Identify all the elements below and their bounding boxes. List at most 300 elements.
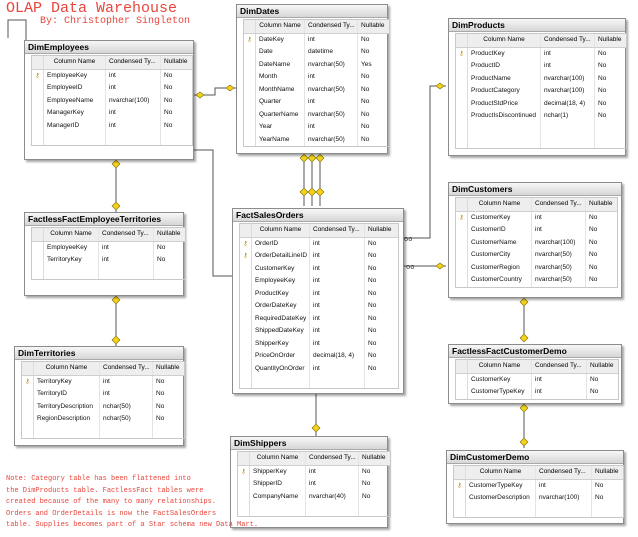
table-row[interactable] [240, 275, 398, 288]
table-row[interactable] [454, 480, 623, 493]
table-row[interactable] [240, 238, 398, 251]
nullable-cell: No [598, 49, 607, 57]
table-row[interactable] [32, 82, 192, 95]
empty-cell [365, 375, 397, 388]
row-selector [456, 274, 468, 287]
primary-key-icon: ⚷ [238, 466, 250, 479]
column-name-cell: TerritoryKey [44, 254, 99, 267]
table-row[interactable] [32, 120, 192, 133]
column-name-cell: ShipperKey [250, 466, 306, 479]
nullable-cell: No [361, 73, 370, 80]
many-end-marker: oo [406, 264, 415, 272]
header-column-name: Column Name [250, 452, 306, 465]
header-column-name: Column Name [44, 56, 106, 69]
note-line: the DimProducts table. FactlessFact tables were [6, 486, 204, 495]
empty-row [32, 132, 192, 145]
employees-fact-line [194, 150, 232, 276]
column-name-cell: MonthName [256, 84, 305, 97]
table-row[interactable] [244, 46, 389, 59]
table-row[interactable] [240, 313, 398, 326]
empty-cell [541, 123, 595, 136]
empty-cell [250, 503, 306, 516]
column-name-cell: TerritoryDescription [34, 401, 100, 414]
data-type-cell: int [99, 242, 154, 255]
nullable-cell: No [361, 98, 370, 105]
column-name-cell: CustomerCountry [468, 274, 532, 287]
key-end-marker [112, 160, 120, 168]
key-end-marker [520, 404, 528, 412]
data-type-cell: int [305, 121, 358, 134]
row-selector [244, 109, 256, 122]
column-name-cell: Year [256, 121, 305, 134]
key-end-marker [300, 154, 308, 162]
column-name-cell: OrderID [252, 238, 310, 251]
column-name-cell: ManagerID [44, 120, 106, 133]
nullable-cell: No [368, 364, 377, 372]
table-row[interactable] [244, 109, 389, 122]
empty-cell [252, 375, 310, 388]
column-name-cell: PriceOnOrder [252, 350, 310, 363]
dim-customer-demo-table[interactable] [446, 450, 624, 524]
nullable-cell: No [368, 252, 377, 259]
data-type-cell: nvarchar(50) [532, 249, 586, 262]
header-condensed-type: Condensed Ty... [310, 224, 365, 237]
data-type-cell: nvarchar(50) [305, 59, 358, 72]
table-row[interactable] [244, 59, 389, 72]
data-type-cell: int [541, 60, 595, 73]
key-end-marker [316, 154, 324, 162]
key-end-marker [312, 424, 320, 432]
table-name: FactSalesOrders [233, 209, 403, 222]
key-end-marker [112, 202, 120, 210]
nullable-cell: No [598, 62, 607, 69]
row-selector [32, 95, 44, 108]
header-column-name: Column Name [468, 34, 541, 47]
column-name-cell: ProductStdPrice [468, 98, 541, 111]
data-type-cell: int [536, 480, 592, 493]
table-name: DimCustomerDemo [447, 451, 623, 464]
data-type-cell: nvarchar(100) [532, 237, 586, 250]
data-type-cell: int [532, 386, 587, 399]
nullable-cell: No [368, 339, 377, 347]
diagram-title: OLAP Data Warehouse [6, 0, 178, 17]
column-name-cell: QuarterName [256, 109, 305, 122]
row-selector [22, 388, 34, 401]
column-grid [243, 19, 390, 147]
data-type-cell: int [310, 313, 365, 326]
empty-cell [44, 267, 99, 280]
nullable-cell: No [362, 480, 371, 487]
column-name-cell: CompanyName [250, 491, 306, 504]
row-selector [456, 85, 468, 98]
empty-cell [161, 132, 191, 145]
column-name-cell: Month [256, 71, 305, 84]
table-row[interactable] [454, 492, 623, 505]
primary-key-icon: ⚷ [244, 34, 256, 47]
data-type-cell: datetime [305, 46, 358, 59]
table-row[interactable] [244, 96, 389, 109]
empty-cell [456, 123, 468, 136]
table-name: DimCustomers [449, 183, 621, 196]
table-row[interactable] [456, 48, 626, 61]
empty-cell [240, 375, 252, 388]
header-nullable: Nullable [156, 364, 180, 371]
dim-employees-table[interactable] [24, 40, 194, 160]
nullable-cell: No [361, 110, 370, 118]
row-selector [240, 325, 252, 338]
empty-cell [22, 426, 34, 439]
data-type-cell: int [106, 70, 161, 83]
column-name-cell: CustomerTypeKey [466, 480, 536, 493]
table-row[interactable] [456, 374, 618, 387]
column-name-cell: ProductName [468, 73, 541, 86]
table-row[interactable] [238, 491, 390, 504]
empty-cell [468, 123, 541, 136]
dim-dates-table[interactable] [236, 4, 388, 154]
design-note [6, 474, 259, 532]
grid-header-row [456, 198, 617, 212]
table-row[interactable] [456, 249, 617, 262]
data-type-cell: nvarchar(50) [532, 262, 586, 275]
nullable-cell: No [595, 494, 604, 501]
column-name-cell: CustomerRegion [468, 262, 532, 275]
header-condensed-type: Condensed Ty... [100, 362, 153, 375]
key-end-marker [112, 336, 120, 344]
row-selector [456, 237, 468, 250]
column-name-cell: CustomerName [468, 237, 532, 250]
dim-territories-table[interactable] [14, 346, 184, 446]
column-name-cell: Date [256, 46, 305, 59]
empty-cell [310, 375, 365, 388]
table-row[interactable] [32, 70, 192, 83]
header-condensed-type: Condensed Ty... [305, 20, 358, 33]
row-selector [240, 300, 252, 313]
note-line: Note: Category table has been flattened into [6, 475, 191, 483]
column-name-cell: EmployeeID [44, 82, 106, 95]
column-name-cell: ProductCategory [468, 85, 541, 98]
table-row[interactable] [244, 84, 389, 97]
row-selector [240, 363, 252, 376]
table-row[interactable] [240, 288, 398, 301]
nullable-cell: No [362, 467, 371, 475]
row-selector [240, 313, 252, 326]
key-end-marker [436, 263, 444, 269]
table-row[interactable] [456, 237, 617, 250]
table-row[interactable] [456, 386, 618, 399]
header-nullable: Nullable [361, 22, 385, 29]
nullable-cell: No [589, 263, 598, 271]
table-row[interactable] [238, 478, 390, 491]
column-grid [455, 33, 627, 149]
header-nullable: Nullable [362, 454, 386, 461]
table-row[interactable] [22, 401, 184, 414]
column-name-cell: EmployeeName [44, 95, 106, 108]
data-type-cell: int [100, 388, 153, 401]
empty-cell [536, 505, 592, 518]
nullable-cell: No [164, 121, 173, 129]
grid-header-row [244, 20, 389, 34]
column-name-cell: RequiredDateKey [252, 313, 310, 326]
row-selector [456, 386, 468, 399]
row-selector [32, 120, 44, 133]
table-row[interactable] [244, 34, 389, 47]
data-type-cell: decimal(18, 4) [541, 98, 595, 111]
row-selector [240, 338, 252, 351]
empty-cell [359, 503, 389, 516]
self-reference-line [8, 20, 26, 40]
header-spacer [238, 452, 250, 465]
grid-header-row [240, 224, 398, 238]
table-row[interactable] [32, 107, 192, 120]
nullable-cell: No [157, 256, 166, 263]
header-spacer [32, 56, 44, 69]
data-type-cell: int [532, 224, 586, 237]
table-row[interactable] [456, 73, 626, 86]
empty-row [456, 123, 626, 136]
empty-cell [44, 132, 106, 145]
primary-key-icon: ⚷ [240, 238, 252, 251]
data-type-cell: int [310, 238, 365, 251]
grid-header-row [32, 56, 192, 70]
header-condensed-type: Condensed Ty... [536, 466, 592, 479]
table-row[interactable] [240, 350, 398, 363]
header-spacer [456, 198, 468, 211]
table-row[interactable] [456, 212, 617, 225]
empty-cell [154, 267, 184, 280]
column-name-cell: DateKey [256, 34, 305, 47]
empty-cell [468, 135, 541, 148]
row-selector [244, 96, 256, 109]
column-name-cell: OrderDetailLineID [252, 250, 310, 263]
row-selector [32, 254, 44, 267]
grid-header-row [456, 34, 626, 48]
nullable-cell: No [368, 239, 377, 247]
column-grid [455, 197, 618, 288]
note-line: table. Supplies becomes part of a Star schema new Data Mart. [6, 521, 259, 529]
column-name-cell: EmployeeKey [252, 275, 310, 288]
data-type-cell: decimal(18, 4) [310, 350, 365, 363]
header-spacer [454, 466, 466, 479]
nullable-cell: No [361, 135, 370, 143]
factless-employee-territories-table[interactable] [24, 212, 184, 296]
row-selector [456, 60, 468, 73]
row-selector [456, 262, 468, 275]
data-type-cell: nvarchar(50) [305, 134, 358, 147]
header-condensed-type: Condensed Ty... [532, 360, 587, 373]
empty-cell [32, 267, 44, 280]
data-type-cell: int [310, 288, 365, 301]
row-selector [32, 82, 44, 95]
column-name-cell: ManagerKey [44, 107, 106, 120]
header-condensed-type: Condensed Ty... [106, 56, 161, 69]
key-end-marker [520, 438, 528, 446]
empty-row [454, 505, 623, 518]
key-end-marker [112, 296, 120, 304]
table-row[interactable] [456, 262, 617, 275]
table-row[interactable] [244, 121, 389, 134]
data-type-cell: int [541, 48, 595, 61]
empty-cell [456, 135, 468, 148]
header-condensed-type: Condensed Ty... [306, 452, 359, 465]
grid-header-row [456, 360, 618, 374]
key-end-marker [196, 92, 204, 98]
key-end-marker [300, 188, 308, 196]
primary-key-icon: ⚷ [22, 376, 34, 389]
empty-row [22, 426, 184, 439]
data-type-cell: int [100, 376, 153, 389]
nullable-cell: No [164, 84, 173, 91]
table-row[interactable] [456, 224, 617, 237]
nullable-cell: No [598, 74, 607, 82]
table-row[interactable] [22, 388, 184, 401]
fact-sales-orders-table[interactable] [232, 208, 404, 394]
empty-row [238, 503, 390, 516]
nullable-cell: No [590, 388, 599, 395]
row-selector [240, 275, 252, 288]
column-name-cell: ShipperID [250, 478, 306, 491]
empty-cell [541, 135, 595, 148]
table-row[interactable] [456, 60, 626, 73]
table-row[interactable] [240, 263, 398, 276]
nullable-cell: No [368, 277, 377, 284]
table-row[interactable] [456, 110, 626, 123]
key-end-marker [436, 83, 444, 89]
row-selector [32, 107, 44, 120]
table-row[interactable] [32, 95, 192, 108]
data-type-cell: nchar(1) [541, 110, 595, 123]
table-name: DimTerritories [15, 347, 183, 360]
row-selector [454, 492, 466, 505]
table-row[interactable] [240, 300, 398, 313]
data-type-cell: nvarchar(40) [306, 491, 359, 504]
nullable-cell: No [361, 48, 370, 55]
table-name: FactlessFactEmployeeTerritories [25, 213, 183, 226]
primary-key-icon: ⚷ [456, 212, 468, 225]
table-row[interactable] [240, 363, 398, 376]
data-type-cell: int [99, 254, 154, 267]
empty-cell [454, 505, 466, 518]
column-name-cell: CustomerKey [468, 212, 532, 225]
nullable-cell: No [164, 96, 173, 104]
data-type-cell: int [305, 34, 358, 47]
table-row[interactable] [240, 325, 398, 338]
header-nullable: Nullable [164, 58, 188, 65]
primary-key-icon: ⚷ [454, 480, 466, 493]
header-column-name: Column Name [252, 224, 310, 237]
column-name-cell: TerritoryKey [34, 376, 100, 389]
nullable-cell: No [362, 492, 371, 500]
nullable-cell: No [156, 377, 165, 385]
header-nullable: Nullable [368, 226, 392, 233]
data-type-cell: int [310, 275, 365, 288]
nullable-cell: No [368, 302, 377, 309]
dim-customers-table[interactable] [448, 182, 622, 298]
nullable-cell: No [368, 289, 377, 297]
row-selector [244, 84, 256, 97]
key-end-marker [308, 154, 316, 162]
row-selector [456, 249, 468, 262]
column-name-cell: CustomerDescription [466, 492, 536, 505]
nullable-cell: No [156, 402, 165, 410]
data-type-cell: nvarchar(100) [106, 95, 161, 108]
data-type-cell: nvarchar(50) [532, 274, 586, 287]
nullable-cell: No [156, 415, 165, 422]
table-name: DimProducts [449, 19, 625, 32]
nullable-cell: No [598, 99, 607, 107]
grid-header-row [238, 452, 390, 466]
row-selector [240, 263, 252, 276]
data-type-cell: int [306, 466, 359, 479]
header-column-name: Column Name [44, 228, 99, 241]
header-nullable: Nullable [598, 36, 622, 43]
data-type-cell: int [305, 96, 358, 109]
nullable-cell: No [361, 35, 370, 43]
column-grid [31, 227, 186, 280]
empty-cell [32, 132, 44, 145]
dim-products-table[interactable] [448, 18, 626, 156]
table-row[interactable] [456, 98, 626, 111]
column-name-cell: ShipperKey [252, 338, 310, 351]
table-row[interactable] [456, 85, 626, 98]
empty-row [456, 135, 626, 148]
nullable-cell: No [598, 87, 607, 94]
table-row[interactable] [244, 134, 389, 147]
nullable-cell: No [164, 71, 173, 79]
data-type-cell: int [532, 374, 587, 387]
data-type-cell: nchar(50) [100, 401, 153, 414]
products-fact-line [404, 86, 446, 238]
column-grid [455, 359, 619, 400]
primary-key-icon: ⚷ [456, 48, 468, 61]
column-name-cell: Quarter [256, 96, 305, 109]
grid-header-row [32, 228, 185, 242]
table-row[interactable] [244, 71, 389, 84]
table-name: DimShippers [231, 437, 387, 450]
table-row[interactable] [240, 338, 398, 351]
primary-key-icon: ⚷ [32, 70, 44, 83]
column-name-cell: ProductIsDiscontinued [468, 110, 541, 123]
header-spacer [240, 224, 252, 237]
data-type-cell: nvarchar(100) [541, 73, 595, 86]
row-selector [456, 73, 468, 86]
table-row[interactable] [22, 376, 184, 389]
column-name-cell: ProductKey [468, 48, 541, 61]
header-column-name: Column Name [256, 20, 305, 33]
nullable-cell: No [368, 327, 377, 334]
nullable-cell: No [589, 238, 598, 246]
column-name-cell: ProductKey [252, 288, 310, 301]
table-row[interactable] [238, 466, 390, 479]
column-name-cell: EmployeeKey [44, 242, 99, 255]
data-type-cell: int [106, 82, 161, 95]
table-row[interactable] [240, 250, 398, 263]
table-row[interactable] [32, 254, 185, 267]
empty-cell [595, 123, 625, 136]
table-row[interactable] [22, 413, 184, 426]
column-grid [21, 361, 185, 439]
primary-key-icon: ⚷ [240, 250, 252, 263]
row-selector [456, 110, 468, 123]
table-row[interactable] [456, 274, 617, 287]
factless-customer-demo-table[interactable] [448, 344, 622, 404]
header-condensed-type: Condensed Ty... [532, 198, 586, 211]
data-type-cell: int [310, 250, 365, 263]
header-nullable: Nullable [589, 200, 613, 207]
table-row[interactable] [32, 242, 185, 255]
nullable-cell: No [598, 112, 607, 119]
column-name-cell: EmployeeKey [44, 70, 106, 83]
note-line: Orders and OrderDetails is now the FactSalesOrders [6, 509, 217, 518]
